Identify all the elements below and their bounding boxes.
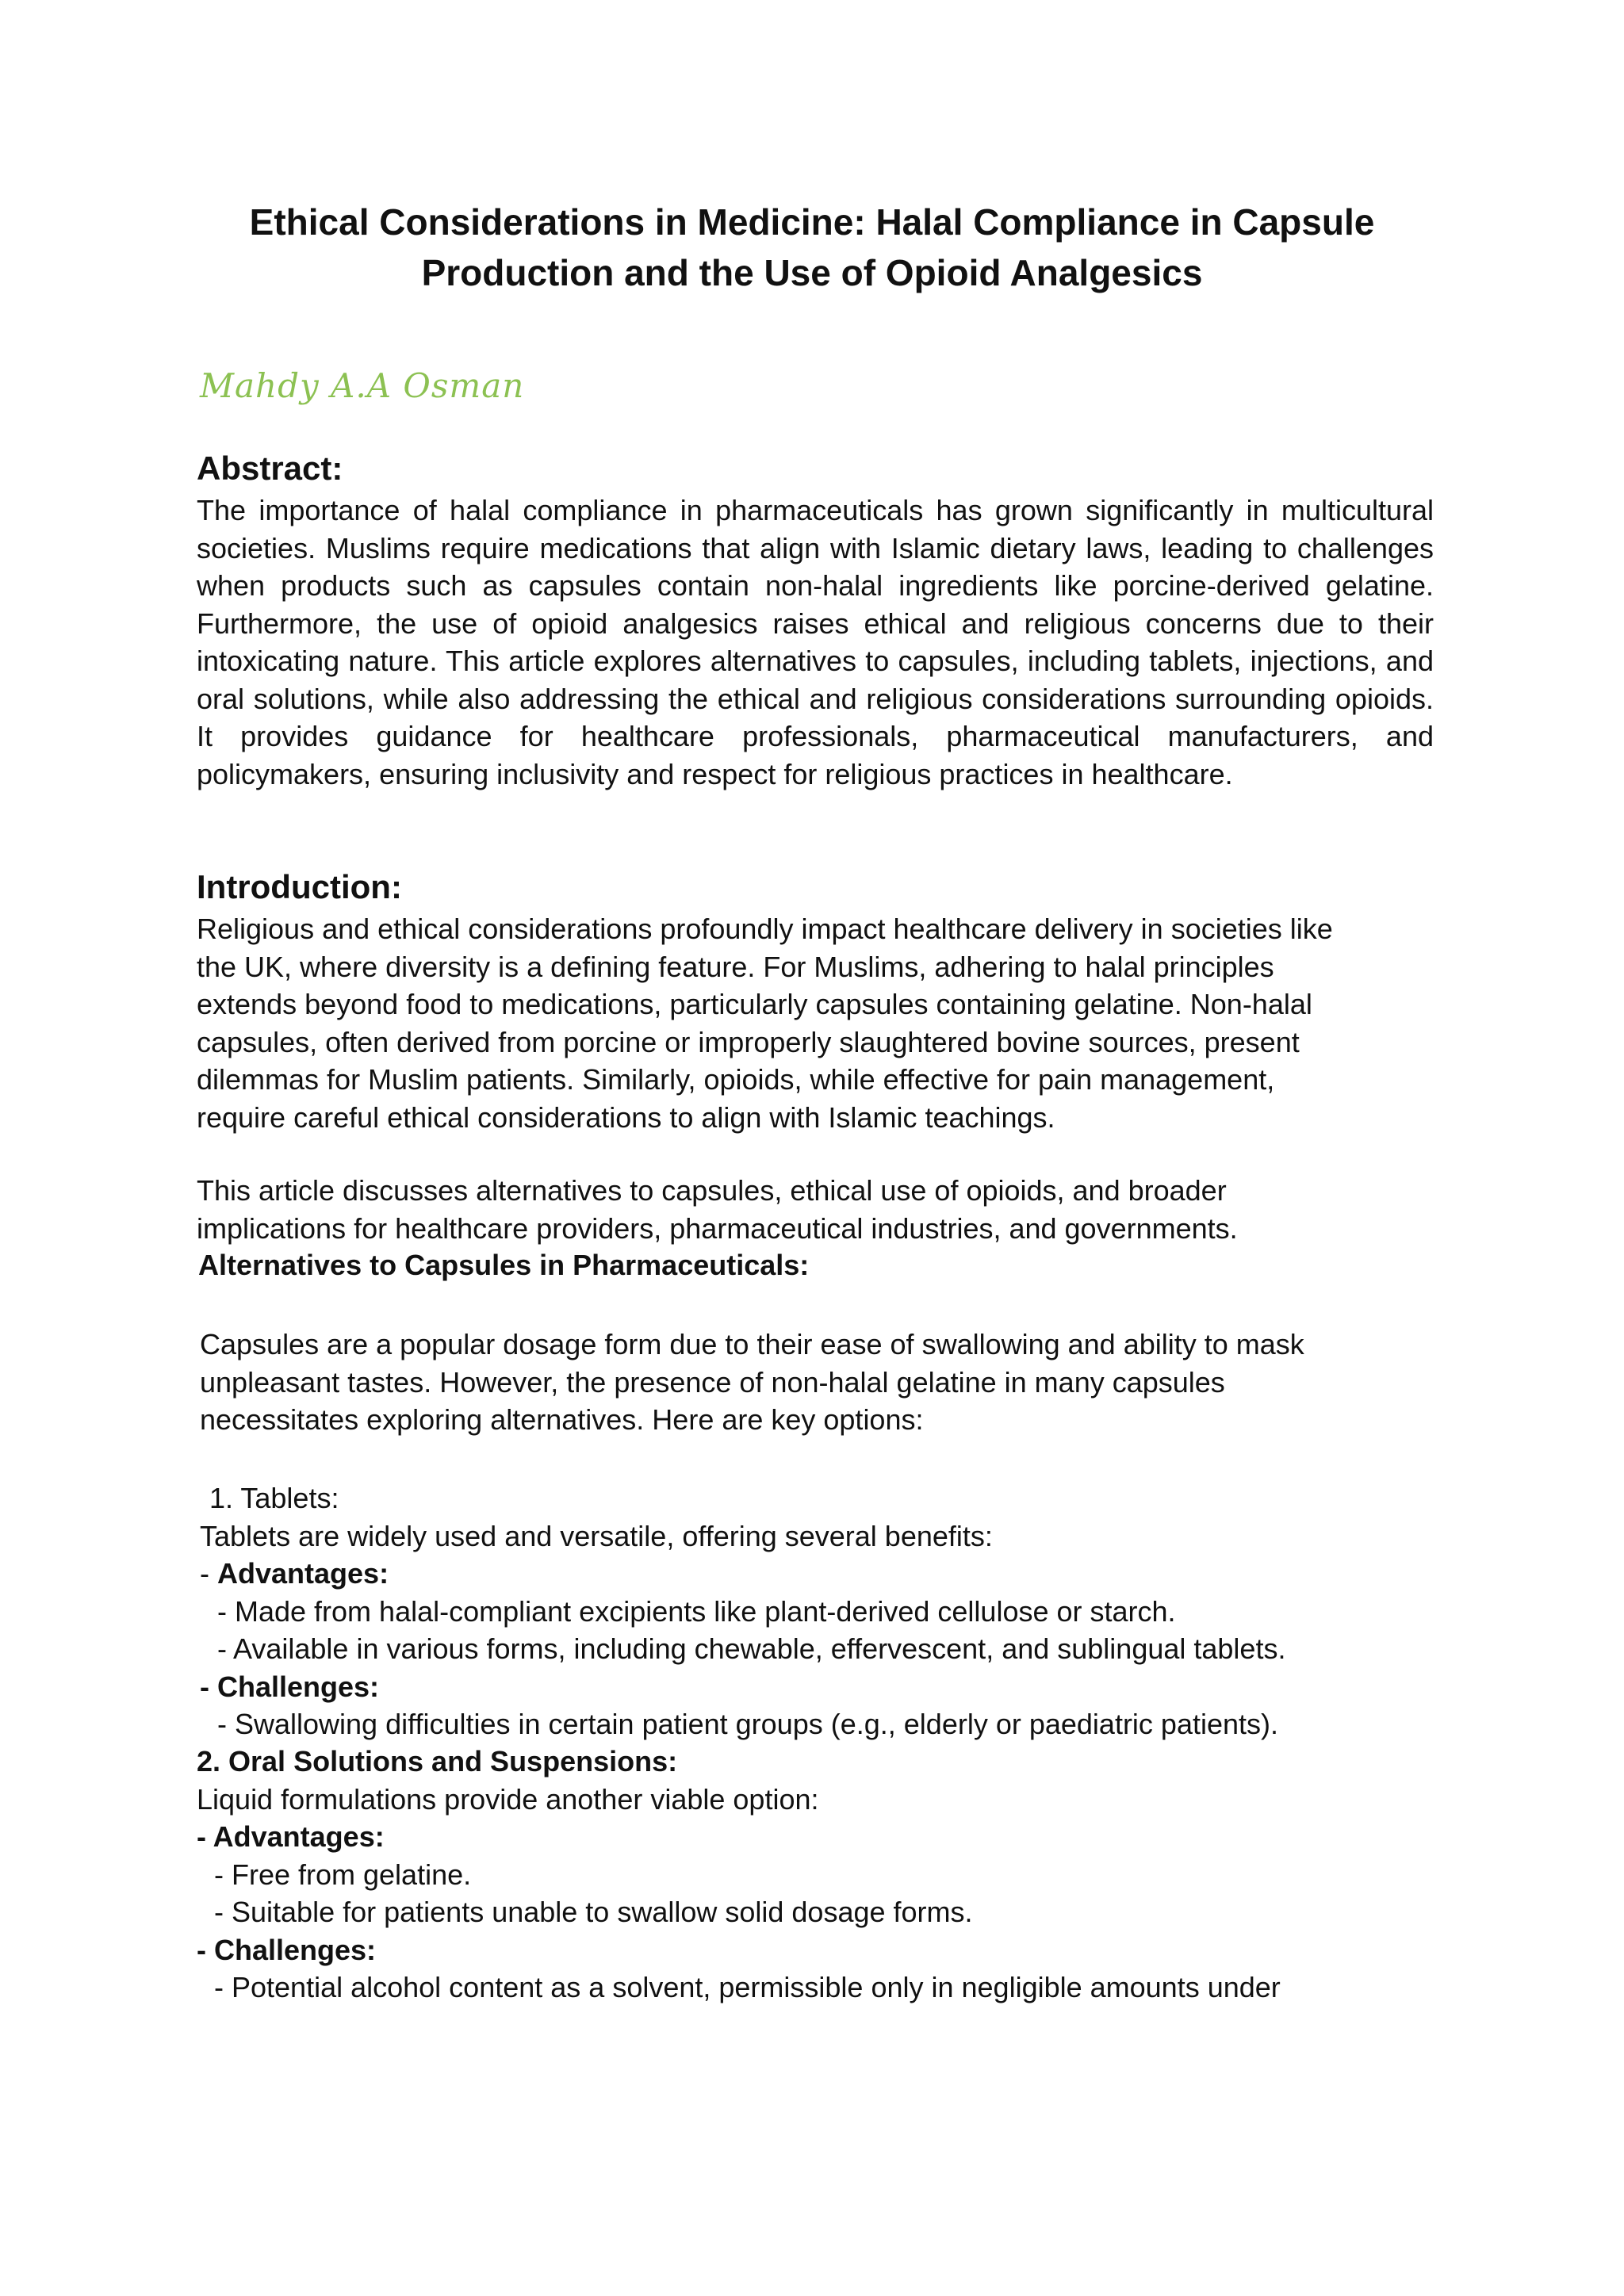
tablets-advantage: - Available in various forms, including chewable, effervescent, and sublingual tablets. <box>217 1632 1286 1665</box>
oral-challenges-label: - Challenges: <box>197 1933 377 1966</box>
oral-solutions-item: 2. Oral Solutions and Suspensions: <box>197 1745 678 1777</box>
introduction-paragraph-1 <box>197 910 1333 1136</box>
abstract-heading: Abstract: <box>197 450 343 487</box>
intro-line: dilemmas for Muslim patients. Similarly, opioids, while effective for pain management, <box>197 1063 1275 1096</box>
intro-line: capsules, often derived from porcine or improperly slaughtered bovine sources, present <box>197 1025 1300 1058</box>
oral-solutions-section <box>197 1743 1281 2007</box>
introduction-heading: Introduction: <box>197 868 402 905</box>
tablets-advantages-label: - Advantages: <box>200 1557 389 1590</box>
paper-title: Ethical Considerations in Medicine: Halal Compliance in Capsule Production and the Use of Opioid Analgesics <box>249 201 1375 293</box>
introduction-paragraph-2 <box>197 1172 1238 1247</box>
oral-advantages-label: - Advantages: <box>197 1820 385 1853</box>
tablets-section <box>200 1479 1285 1743</box>
intro-line: require careful ethical considerations to align with Islamic teachings. <box>197 1100 1055 1134</box>
alternatives-heading: Alternatives to Capsules in Pharmaceuticals: <box>198 1249 810 1281</box>
oral-solutions-description: Liquid formulations provide another viable option: <box>197 1782 819 1816</box>
intro-line: Religious and ethical considerations profoundly impact healthcare delivery in societies like <box>197 913 1333 945</box>
tablets-advantage: - Made from halal-compliant excipients like plant-derived cellulose or starch. <box>217 1594 1176 1628</box>
tablets-challenges-label: - Challenges: <box>200 1670 380 1703</box>
alternatives-intro-line: unpleasant tastes. However, the presence of non-halal gelatine in many capsules <box>200 1365 1225 1399</box>
tablets-challenge: - Swallowing difficulties in certain patient groups (e.g., elderly or paediatric patients). <box>217 1708 1279 1740</box>
oral-advantage: - Free from gelatine. <box>214 1858 472 1891</box>
alternatives-intro-line: necessitates exploring alternatives. Here are key options: <box>200 1403 924 1436</box>
intro-line: implications for healthcare providers, pharmaceutical industries, and governments. <box>197 1211 1238 1245</box>
intro-line: the UK, where diversity is a defining feature. For Muslims, adhering to halal principles <box>197 950 1274 983</box>
intro-line: This article discusses alternatives to capsules, ethical use of opioids, and broader <box>197 1174 1227 1207</box>
oral-challenge: - Potential alcohol content as a solvent, permissible only in negligible amounts under <box>214 1971 1281 2003</box>
alternatives-intro <box>200 1326 1304 1439</box>
alternatives-intro-line: Capsules are a popular dosage form due to their ease of swallowing and ability to mask <box>200 1328 1304 1360</box>
tablets-item: 1. Tablets: <box>209 1482 339 1514</box>
intro-line: extends beyond food to medications, particularly capsules containing gelatine. Non-halal <box>197 988 1312 1020</box>
tablets-description: Tablets are widely used and versatile, offering several benefits: <box>200 1519 993 1552</box>
oral-advantage: - Suitable for patients unable to swallow solid dosage forms. <box>214 1896 973 1928</box>
author-name: Mahdy A.A Osman <box>200 366 525 405</box>
abstract-text: The importance of halal compliance in pharmaceuticals has grown significantly in multicultural societies. Muslims require medications that align with Islamic dietary laws, leading to challenges when products such as capsules contain non-halal ingredients like porcine-derived gelatine. Furthermore, the use of opioid analgesics raises ethical and religious concerns due to their intoxicating nature. This article explores alternatives to capsules, including tablets, injections, and oral solutions, while also addressing the ethical and religious considerations surrounding opioids. It provides guidance for healthcare professionals, pharmaceutical manufacturers, and policymakers, ensuring inclusivity and respect for religious practices in healthcare. <box>197 494 1434 790</box>
